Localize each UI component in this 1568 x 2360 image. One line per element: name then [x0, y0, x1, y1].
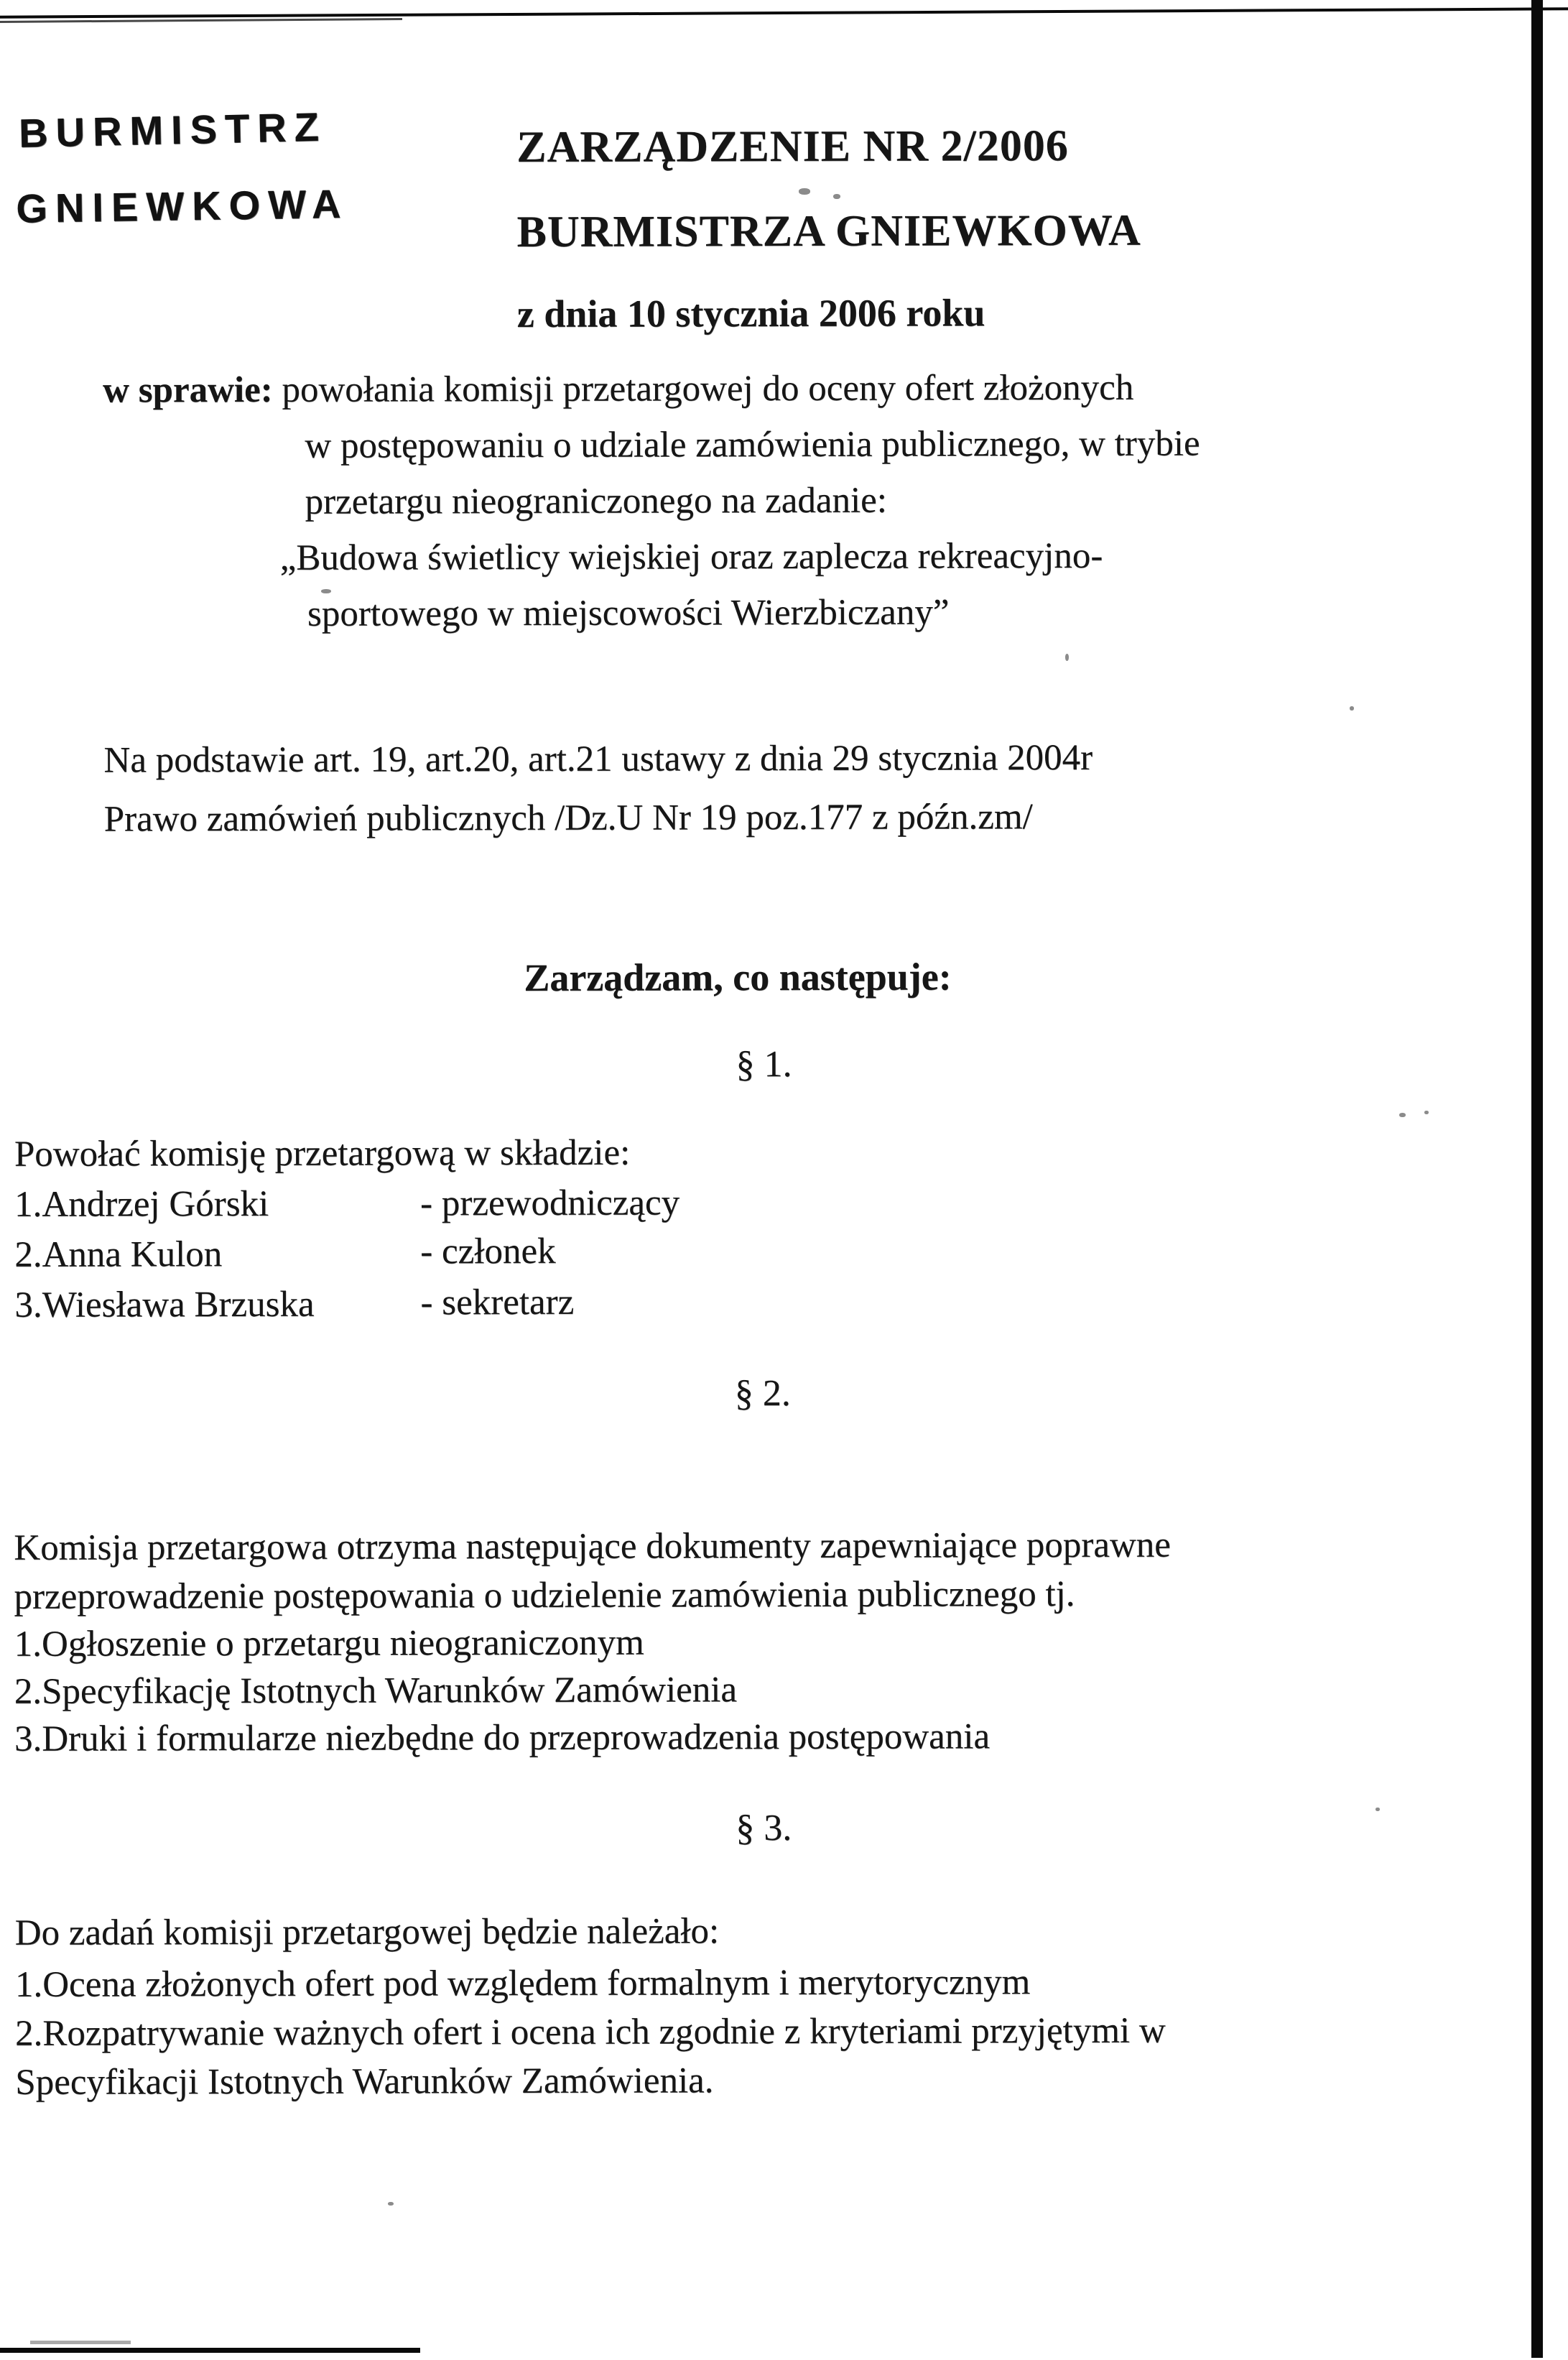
subject-line-2: w postępowaniu o udziale zamówienia publicznego, w trybie — [305, 423, 1200, 466]
subject-line-1 — [103, 369, 1133, 410]
member-3-name: 3.Wiesława Brzuska — [14, 1284, 315, 1325]
section-3-mark: § 3. — [736, 1807, 792, 1849]
subject-line-3: przetargu nieograniczonego na zadanie: — [305, 480, 888, 522]
legal-basis-line-1: Na podstawie art. 19, art.20, art.21 ustawy z dnia 29 stycznia 2004r — [103, 737, 1093, 781]
section-1-intro: Powołać komisję przetargową w składzie: — [14, 1132, 631, 1175]
section-2-item-3: 3.Druki i formularze niezbędne do przeprowadzenia postępowania — [14, 1716, 991, 1759]
stamp-line-1: BURMISTRZ — [18, 103, 328, 156]
section-2-mark: § 2. — [734, 1372, 791, 1415]
title-line-1: ZARZĄDZENIE NR 2/2006 — [516, 121, 1069, 172]
section-3-item-2-line-1: 2.Rozpatrywanie ważnych ofert i ocena ich zgodnie z kryteriami przyjętymi w — [15, 2010, 1166, 2054]
subject-line-5: sportowego w miejscowości Wierzbiczany” — [307, 592, 950, 634]
section-3-item-1: 1.Ocena złożonych ofert pod względem formalnym i merytorycznym — [14, 1962, 1031, 2005]
title-line-3: z dnia 10 stycznia 2006 roku — [516, 291, 985, 336]
stamp-line-2: GNIEWKOWA — [15, 180, 349, 231]
section-2-item-2: 2.Specyfikację Istotnych Warunków Zamówienia — [14, 1670, 738, 1712]
subject-label: w sprawie: — [103, 369, 273, 411]
member-3-role: - sekretarz — [420, 1282, 575, 1323]
section-1-mark: § 1. — [736, 1043, 792, 1086]
section-3-item-2-line-2: Specyfikacji Istotnych Warunków Zamówienia. — [15, 2060, 714, 2103]
member-1-role: - przewodniczący — [420, 1183, 680, 1224]
member-1-name: 1.Andrzej Górski — [14, 1183, 269, 1225]
order-heading: Zarządzam, co następuje: — [524, 955, 952, 999]
legal-basis-line-2: Prawo zamówień publicznych /Dz.U Nr 19 poz.177 z późn.zm/ — [103, 797, 1033, 840]
subject-line-1-text: powołania komisji przetargowej do oceny ofert złożonych — [282, 367, 1134, 410]
member-2-name: 2.Anna Kulon — [14, 1234, 223, 1275]
section-2-intro-line-1: Komisja przetargowa otrzyma następujące dokumenty zapewniające poprawne — [14, 1524, 1171, 1568]
document-title — [0, 0, 1565, 336]
subject-line-4: „Budowa świetlicy wiejskiej oraz zaplecza rekreacyjno- — [279, 535, 1103, 578]
section-2-intro-line-2: przeprowadzenie postępowania o udzielenie zamówienia publicznego tj. — [14, 1573, 1075, 1617]
member-2-role: - członek — [420, 1231, 556, 1272]
title-line-2: BURMISTRZA GNIEWKOWA — [516, 205, 1141, 256]
section-3-intro: Do zadań komisji przetargowej będzie należało: — [14, 1911, 720, 1953]
section-2-item-1: 1.Ogłoszenie o przetargu nieograniczonym — [14, 1622, 644, 1665]
